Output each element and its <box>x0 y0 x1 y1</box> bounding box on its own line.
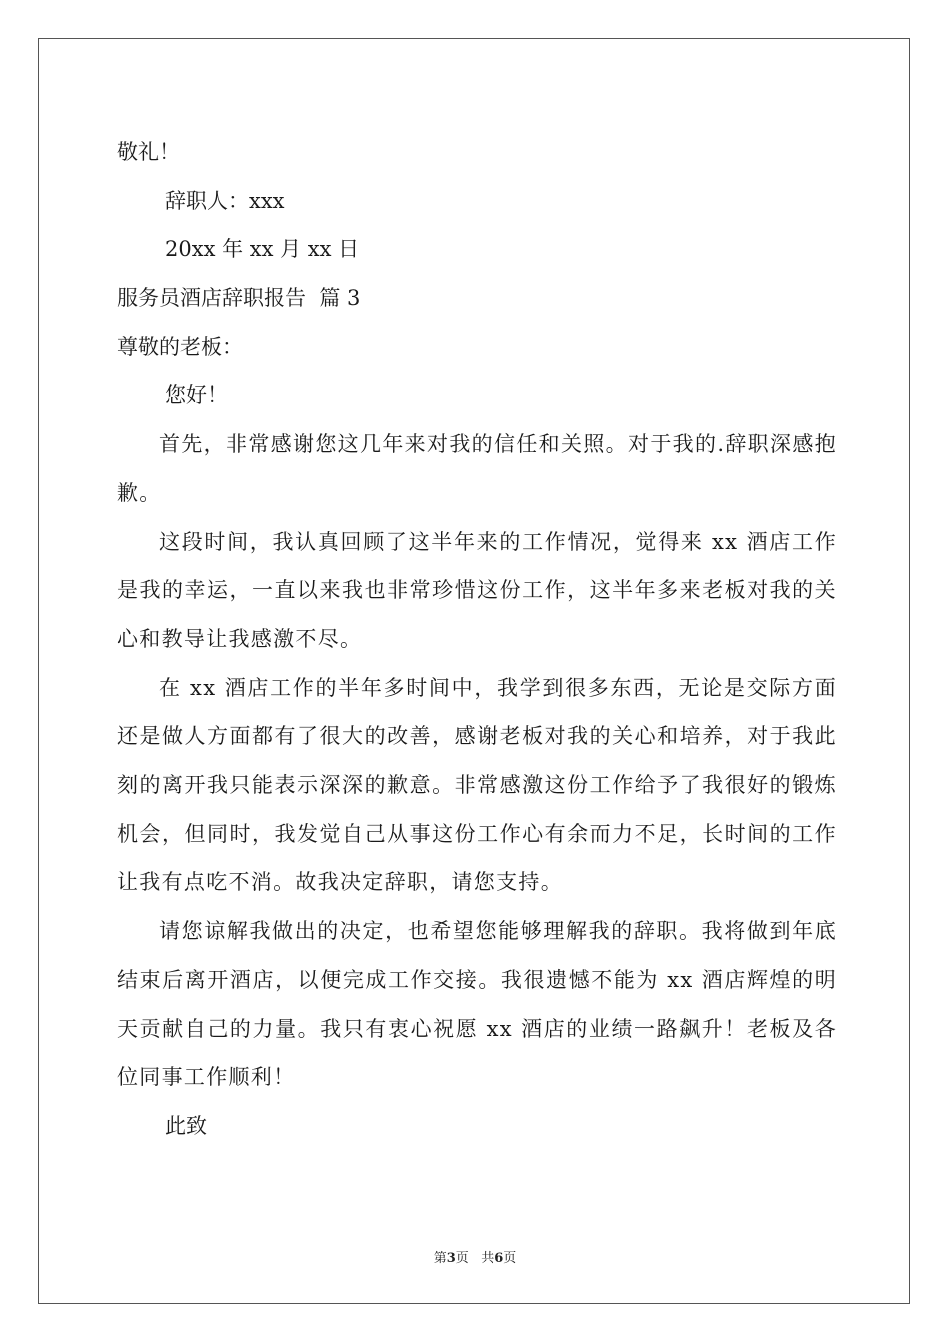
closing: 此致 <box>165 1113 207 1138</box>
section-title: 服务员酒店辞职报告 篇 3 <box>117 286 361 311</box>
document-body <box>117 128 837 1151</box>
salutation-close: 敬礼！ <box>117 140 180 164</box>
signature: 辞职人：xxx <box>165 188 285 213</box>
page-total: 6 <box>494 1251 504 1266</box>
page-label-pre: 第 <box>433 1251 447 1266</box>
page-label-post: 页 <box>503 1251 517 1266</box>
paragraph: 首先，非常感谢您这几年来对我的信任和关照。对于我的.辞职深感抱歉。 <box>117 432 837 505</box>
addressee: 尊敬的老板： <box>117 334 243 359</box>
paragraph: 在 xx 酒店工作的半年多时间中，我学到很多东西，无论是交际方面还是做人方面都有了很大的改善，感谢老板对我的关心和培养，对于我此刻的离开我只能表示深深的歉意。非常感激这份工作给予了我很好的锻炼机会，但同时，我发觉自己从事这份工作心有余而力不足，长时间的工作让我有点吃不消。故我决定辞职，请您支持。 <box>117 675 837 895</box>
paragraph: 请您谅解我做出的决定，也希望您能够理解我的辞职。我将做到年底结束后离开酒店，以便完成工作交接。我很遗憾不能为 xx 酒店辉煌的明天贡献自己的力量。我只有衷心祝愿 xx 酒店的业绩一路飙升！老板及各位同事工作顺利！ <box>117 919 837 1090</box>
page-label-mid: 页 共 <box>455 1251 495 1266</box>
page-footer <box>0 1247 950 1266</box>
date-line: 20xx 年 xx 月 xx 日 <box>165 237 360 262</box>
page-current: 3 <box>446 1251 456 1266</box>
paragraph: 这段时间，我认真回顾了这半年来的工作情况，觉得来 xx 酒店工作是我的幸运，一直以来我也非常珍惜这份工作，这半年多来老板对我的关心和教导让我感激不尽。 <box>117 529 837 651</box>
greeting: 您好！ <box>165 383 228 408</box>
